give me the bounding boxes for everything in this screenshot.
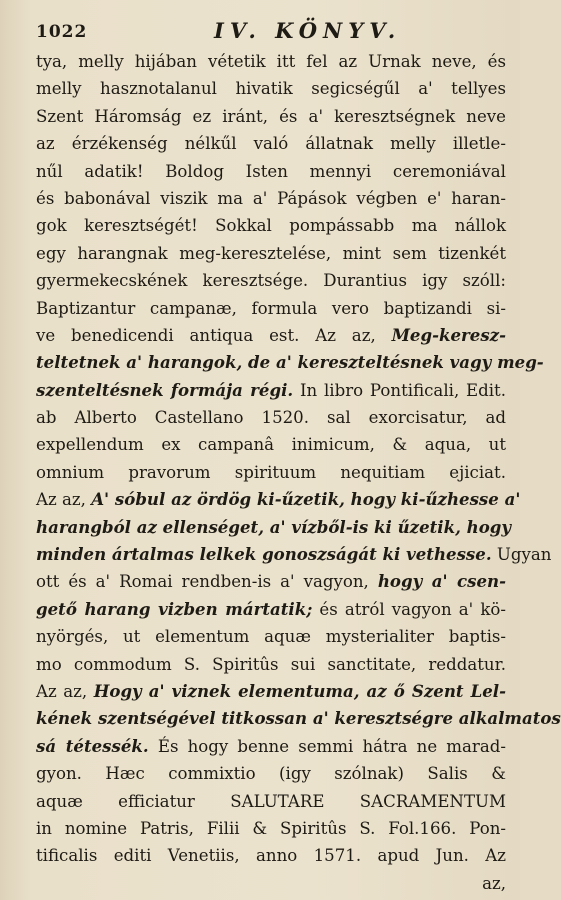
text-segment: nyörgés, ut elementum aquæ mysterialiter baptis- [36,627,506,647]
text-segment: az érzékenség nélkűl való állatnak melly illetle- [36,134,506,154]
body-text [36,48,561,897]
page-header [36,16,506,48]
italic-segment: gető harang vizben mártatik; [36,598,313,619]
text-segment: Az az, [36,490,92,510]
italic-segment: Hogy a' viznek elementuma, az ő Szent Lel- [93,680,506,701]
text-line [36,295,506,322]
text-line [36,870,506,897]
text-segment: mo commodum S. Spiritûs sui sanctitate, reddatur. [36,654,506,674]
text-segment: ott és a' Romai rendben-is a' vagyon, [36,572,378,592]
text-segment: ab Alberto Castellano 1520. sal exorcisatur, ad [36,408,506,428]
text-segment: aquæ efficiatur SALUTARE SACRAMENTUM [36,791,506,811]
text-segment: és babonával viszik ma a' Pápások végben e' haran- [36,188,506,208]
text-line [36,514,512,541]
text-line [36,103,506,130]
text-segment: És hogy benne semmi hátra ne marad- [148,736,506,756]
italic-segment: sá tétessék. [36,735,149,756]
text-line [36,349,544,376]
text-segment: nűl adatik! Boldog Isten mennyi ceremoniával [36,161,506,181]
text-line [36,705,561,732]
text-segment: Az az, [36,681,94,701]
text-line [36,623,506,650]
text-line [36,185,506,212]
text-line [36,404,506,431]
running-head: IV. KÖNYV. [214,18,402,43]
text-line [36,158,506,185]
text-line [36,815,506,842]
text-line [36,760,506,787]
text-line [36,267,506,294]
text-line [36,459,506,486]
text-segment: omnium pravorum spirituum nequitiam ejiciat. [36,462,506,482]
text-segment: expellendum ex campanâ inimicum, & aqua, ut [36,435,506,455]
italic-segment: Meg-keresz- [391,324,506,345]
text-line [36,240,506,267]
italic-segment: harangból az ellenséget, a' vízből-is ki űzetik, hogy [36,516,512,537]
text-line [36,733,506,760]
text-segment: tya, melly hijában vétetik itt fel az Urnak neve, és [36,52,506,71]
text-line [36,486,521,513]
italic-segment: szenteltésnek formája régi. [36,379,294,400]
text-segment: és atról vagyon a' kö- [312,599,506,619]
text-segment: gyermekecskének keresztsége. Durantius igy szóll: [36,271,506,291]
text-line [36,377,506,404]
text-segment: az, [482,873,506,893]
text-line [36,596,506,623]
text-segment: gok keresztségét! Sokkal pompássabb ma nállok [36,216,506,236]
text-line [36,651,506,678]
text-line [36,541,552,568]
italic-segment: A' sóbul az ördög ki-űzetik, hogy ki-űzhesse a' [91,489,521,510]
text-segment: melly hasznotalanul hivatik segicségűl a' tellyes [36,79,506,99]
text-segment: Baptizantur campanæ, formula vero baptizandi si- [36,298,506,318]
page-number: 1022 [36,22,88,42]
italic-segment: minden ártalmas lelkek gonoszságát ki vethesse. [36,544,492,565]
text-segment: ve benedicendi antiqua est. Az az, [36,325,392,345]
italic-segment: teltetnek a' harangok, de a' kereszteltésnek vagy meg- [36,352,544,373]
text-line [36,130,506,157]
text-line [36,678,506,705]
text-line [36,322,506,349]
italic-segment: kének szentségével titkossan a' keresztségre alkalmatos [36,708,561,729]
text-line [36,75,506,102]
text-segment: in nomine Patris, Filii & Spiritûs S. Fol.166. Pon- [36,818,506,838]
text-line [36,212,506,239]
italic-segment: hogy a' csen- [377,571,506,592]
text-line [36,842,506,869]
text-line [36,788,506,815]
text-line [36,568,506,595]
text-line [36,431,506,458]
text-segment: In libro Pontificali, Edit. [293,380,506,400]
text-segment: egy harangnak meg-keresztelése, mint sem tizenkét [36,243,506,263]
text-line [36,48,506,75]
text-segment: gyon. Hæc commixtio (igy szólnak) Salis & [36,764,506,784]
text-segment: tificalis editi Venetiis, anno 1571. apud Jun. Az [36,846,506,866]
text-segment: Ugyan [491,545,552,565]
text-segment: Szent Háromság ez iránt, és a' keresztségnek neve [36,106,506,126]
